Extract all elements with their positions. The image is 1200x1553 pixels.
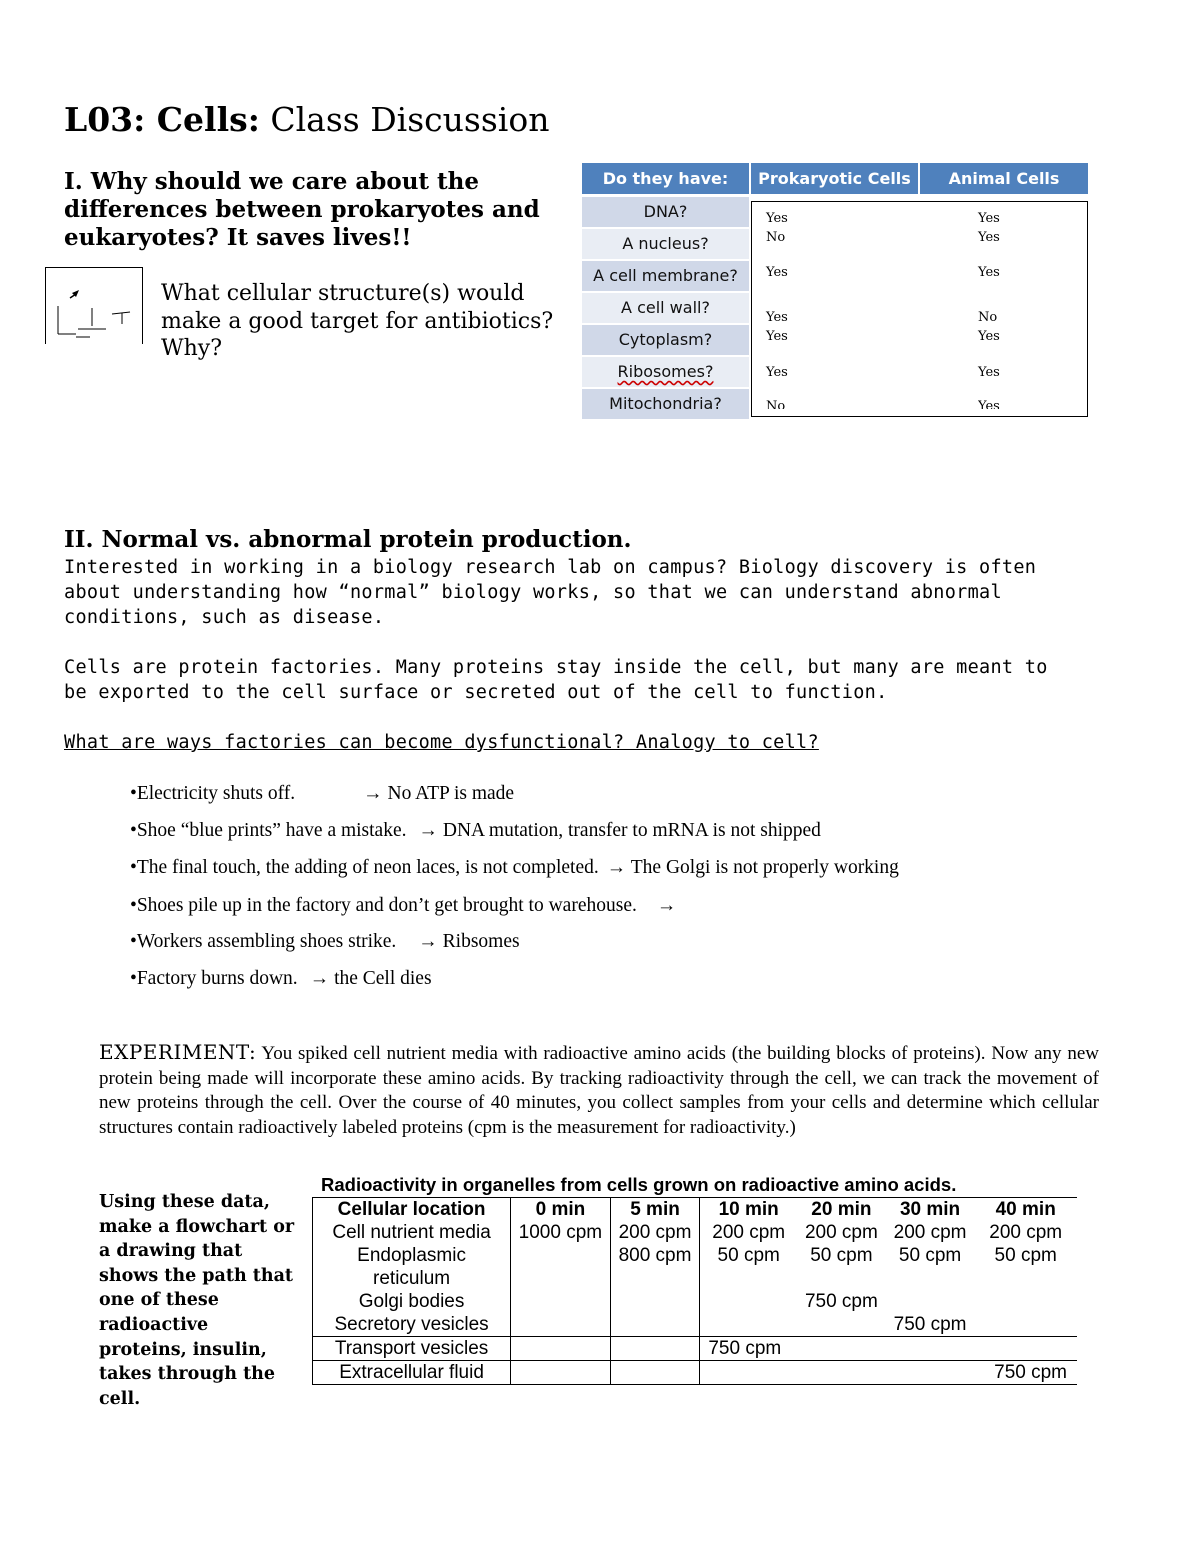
table-cell: 200 cpm	[804, 1222, 878, 1243]
animal-mitochondria: Yes	[978, 400, 1000, 409]
header-cell: Cellular location	[313, 1198, 511, 1222]
table-cell: Extracellular fluid	[313, 1361, 511, 1385]
table-cell: reticulum	[313, 1267, 511, 1290]
experiment-text: You spiked cell nutrient media with radioactive amino acids (the building blocks of proteins). Now any new protein being made will incorporate these amino acids. By tracking radioactivity through the cell, we can track the movement of new proteins through the cell. Over the course of 40 minutes, you collect samples from your cells and determine which cellular structures contain radioactively labeled proteins (cpm is the measurement for radioactivity.)	[99, 1043, 1099, 1138]
table-cell	[610, 1290, 700, 1313]
table-cell: 750 cpm	[974, 1361, 1077, 1385]
header-cell: 0 min	[511, 1198, 611, 1222]
pencil-sketch-icon	[46, 268, 142, 344]
factory-paragraph: Cells are protein factories. Many proteins stay inside the cell, but many are meant to be exported to the cell surface or secreted out of the cell to function.	[64, 657, 1048, 703]
bullet-electricity	[130, 782, 514, 806]
prok-wall: Yes	[766, 310, 788, 325]
bullet-factory-burns	[130, 967, 432, 991]
table-cell: Golgi bodies	[313, 1290, 511, 1313]
section2-heading: II. Normal vs. abnormal protein production.	[64, 526, 632, 553]
table-cell: 800 cpm	[610, 1244, 700, 1267]
bullet-answer: DNA mutation, transfer to mRNA is not shipped	[442, 820, 821, 841]
bullet-text: •Factory burns down.	[130, 968, 298, 989]
header-cell: 20 min	[797, 1198, 886, 1222]
table-cell	[610, 1267, 700, 1290]
prok-cytoplasm: Yes	[766, 329, 788, 344]
animal-ribosomes: Yes	[978, 365, 1000, 380]
page-title	[64, 100, 549, 140]
row-dna: DNA?	[582, 197, 749, 227]
title-bold: L03: Cells:	[64, 100, 260, 139]
bullet-text: •Shoe “blue prints” have a mistake.	[130, 820, 407, 841]
table-cell: 200 cpm	[712, 1222, 786, 1243]
prok-dna: Yes	[766, 211, 788, 226]
bullet-answer: The Golgi is not properly working	[630, 857, 899, 878]
table-row	[313, 1313, 1078, 1337]
row-cell-wall: A cell wall?	[582, 293, 749, 323]
bullet-text: •Workers assembling shoes strike.	[130, 931, 397, 952]
table-cell	[974, 1337, 1077, 1361]
row-nucleus: A nucleus?	[582, 229, 749, 259]
animal-dna: Yes	[978, 211, 1000, 226]
table-cell	[511, 1313, 611, 1337]
header-cell: 5 min	[610, 1198, 700, 1222]
bullet-neon-laces	[130, 856, 899, 880]
table-cell	[974, 1313, 1077, 1337]
table-cell	[700, 1290, 797, 1313]
arrow-icon: →	[363, 783, 383, 804]
table-cell	[886, 1267, 975, 1290]
table-row	[313, 1267, 1078, 1290]
animal-membrane: Yes	[978, 265, 1000, 280]
table-cell	[886, 1290, 975, 1313]
table-cell	[610, 1337, 700, 1361]
animal-nucleus: Yes	[978, 230, 1000, 245]
radioactivity-table	[312, 1197, 1077, 1385]
table-cell: Cell nutrient media	[313, 1221, 511, 1244]
answer-box[interactable]	[751, 201, 1088, 417]
antibiotics-question: What cellular structure(s) would make a good target for antibiotics? Why?	[161, 281, 554, 361]
table-row	[313, 1337, 1078, 1361]
animal-wall: No	[978, 310, 998, 325]
header-cell: 10 min	[700, 1198, 797, 1222]
bullet-blueprints	[130, 819, 821, 843]
animal-cytoplasm: Yes	[978, 329, 1000, 344]
experiment-label: EXPERIMENT:	[99, 1040, 257, 1064]
table-cell: 200 cpm	[893, 1222, 967, 1243]
table-cell: 200 cpm	[989, 1222, 1063, 1243]
bullet-text: •Electricity shuts off.	[130, 783, 296, 804]
table-row	[313, 1221, 1078, 1244]
table-cell: 750 cpm	[700, 1337, 797, 1361]
table-header-row	[313, 1198, 1078, 1222]
header-cell: 30 min	[886, 1198, 975, 1222]
experiment-paragraph	[99, 1040, 1099, 1140]
radioactivity-table-title: Radioactivity in organelles from cells grown on radioactive amino acids.	[321, 1174, 957, 1195]
title-rest: Class Discussion	[259, 100, 550, 139]
header-cell: 40 min	[974, 1198, 1077, 1222]
table-row	[313, 1361, 1078, 1385]
bullet-text: •The final touch, the adding of neon laces, is not completed.	[130, 857, 599, 878]
table-cell	[700, 1361, 797, 1385]
table-cell	[797, 1337, 886, 1361]
table-cell: Secretory vesicles	[313, 1313, 511, 1337]
row-cytoplasm: Cytoplasm?	[582, 325, 749, 355]
table-row	[313, 1244, 1078, 1267]
arrow-icon: →	[656, 895, 677, 916]
cell-comparison-table	[582, 163, 1090, 419]
table-cell: Transport vesicles	[313, 1337, 511, 1361]
table-cell	[974, 1290, 1077, 1313]
arrow-icon: →	[418, 931, 438, 952]
table-cell: Endoplasmic	[313, 1244, 511, 1267]
table-cell: 50 cpm	[717, 1245, 780, 1266]
analogy-question: What are ways factories can become dysfunctional? Analogy to cell?	[64, 732, 819, 753]
table-cell	[511, 1267, 611, 1290]
brainstorm-icon	[45, 267, 143, 344]
table-cell: 50 cpm	[810, 1245, 873, 1266]
bullet-answer: No ATP is made	[387, 783, 515, 804]
table-cell	[700, 1267, 797, 1290]
bullet-workers-strike	[130, 930, 520, 954]
bullet-answer: Ribsomes	[442, 931, 520, 952]
header-prokaryotic: Prokaryotic Cells	[751, 163, 918, 194]
table-cell: 200 cpm	[610, 1221, 700, 1244]
header-animal: Animal Cells	[920, 163, 1088, 194]
row-mitochondria: Mitochondria?	[582, 389, 749, 419]
table-cell: 750 cpm	[893, 1314, 967, 1335]
table-cell: 50 cpm	[994, 1245, 1057, 1266]
table-cell	[797, 1267, 886, 1290]
arrow-icon: →	[606, 857, 627, 878]
table-cell	[886, 1361, 975, 1385]
flowchart-instruction: Using these data, make a flowchart or a drawing that shows the path that one of these radioactive proteins, insulin, takes through the cell.	[99, 1192, 295, 1409]
arrow-icon: →	[418, 820, 438, 841]
prok-nucleus: No	[766, 230, 786, 245]
arrow-icon: →	[309, 968, 330, 989]
table-cell: 1000 cpm	[511, 1221, 611, 1244]
table-cell	[511, 1290, 611, 1313]
prok-membrane: Yes	[766, 265, 788, 280]
prok-ribosomes: Yes	[766, 365, 788, 380]
table-cell	[700, 1313, 797, 1337]
bullet-answer: the Cell dies	[334, 968, 432, 989]
table-row	[313, 1290, 1078, 1313]
table-cell	[511, 1244, 611, 1267]
table-cell	[974, 1267, 1077, 1290]
table-cell	[610, 1313, 700, 1337]
intro-paragraph: Interested in working in a biology research lab on campus? Biology discovery is often about understanding how “normal” biology works, so that we can understand abnormal conditions, such as disease.	[64, 557, 1037, 628]
row-ribosomes: Ribosomes?	[582, 357, 749, 387]
table-cell	[797, 1313, 886, 1337]
prok-mitochondria: No	[766, 400, 786, 409]
bullet-shoes-pile-up	[130, 894, 676, 918]
section1-heading: I. Why should we care about the differences between prokaryotes and eukaryotes? It saves lives!!	[64, 168, 540, 251]
table-cell	[797, 1361, 886, 1385]
table-cell	[610, 1361, 700, 1385]
table-cell: 750 cpm	[804, 1291, 878, 1312]
table-cell	[511, 1337, 611, 1361]
header-do-they-have: Do they have:	[582, 163, 749, 194]
bullet-text: •Shoes pile up in the factory and don’t get brought to warehouse.	[130, 895, 637, 916]
table-cell	[886, 1337, 975, 1361]
table-cell: 50 cpm	[898, 1245, 962, 1266]
row-cell-membrane: A cell membrane?	[582, 261, 749, 291]
table-cell	[511, 1361, 611, 1385]
